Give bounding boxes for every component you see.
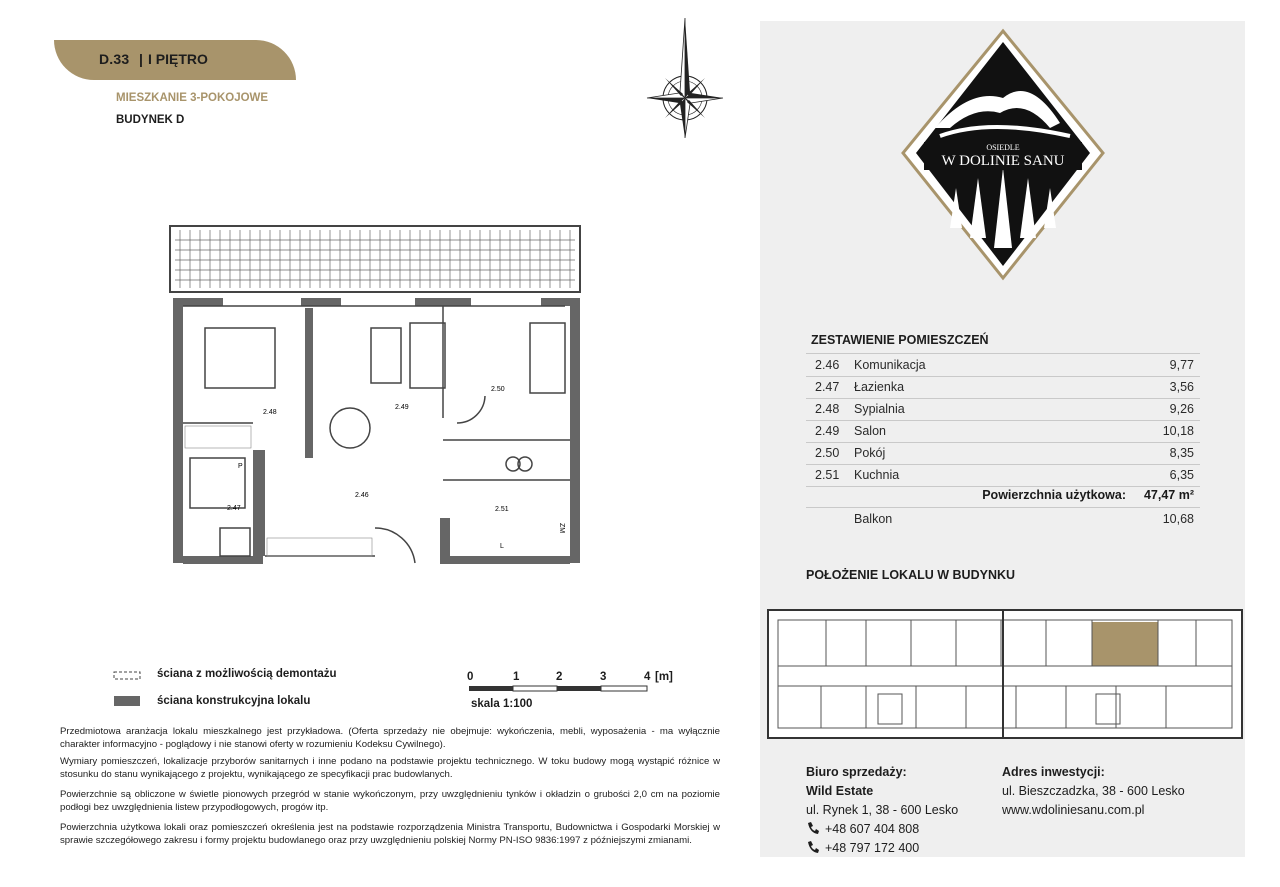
scale-tick: 2 — [556, 671, 563, 683]
phone-number[interactable]: +48 797 172 400 — [825, 841, 920, 855]
building-location-plan — [766, 608, 1244, 740]
header-separator: | — [139, 51, 143, 67]
usable-area-value: 47,47 m² — [1143, 488, 1194, 502]
room-code: 2.50 — [815, 446, 840, 460]
scale-tick: 0 — [467, 671, 474, 683]
plan-room-label: 2.49 — [395, 404, 409, 411]
room-area: 10,18 — [1162, 424, 1194, 438]
room-area: 9,77 — [1169, 358, 1194, 372]
room-name: Kuchnia — [854, 468, 900, 482]
plan-symbol: L — [500, 543, 504, 550]
legend-structural-wall: ściana konstrukcyjna lokalu — [157, 695, 311, 707]
sales-office-name: Wild Estate — [806, 784, 874, 798]
floor-label: I PIĘTRO — [148, 51, 208, 67]
note-paragraph: Przedmiotowa aranżacja lokalu mieszkalnego jest przykładowa. (Oferta sprzedaży nie obejmuje: wykończenia, mebli, wyposażenia - ma wyłącznie charakter informacyjno - poglądowy i nie stanowi oferty w rozumieniu Kodeksu Cywilnego). — [60, 726, 720, 750]
room-name: Łazienka — [854, 380, 905, 394]
room-area: 8,35 — [1169, 446, 1194, 460]
floor-plan — [165, 218, 595, 578]
room-area: 6,35 — [1169, 468, 1194, 482]
phone-icon — [806, 821, 820, 835]
plan-room-label: 2.46 — [355, 492, 369, 499]
plan-room-label: 2.51 — [495, 506, 509, 513]
usable-area-row — [806, 486, 1200, 508]
scale-label: skala 1:100 — [471, 698, 533, 710]
plan-symbol: P — [238, 463, 243, 470]
apartment-type: MIESZKANIE 3-POKOJOWE — [116, 92, 269, 104]
logo-small-text: OSIEDLE — [986, 143, 1020, 152]
plan-room-label: 2.50 — [491, 386, 505, 393]
room-row — [806, 377, 1200, 399]
scale-tick: 3 — [600, 671, 607, 683]
rooms-summary-title: ZESTAWIENIE POMIESZCZEŃ — [811, 333, 989, 347]
legend-swatches — [113, 668, 143, 708]
compass-icon — [640, 10, 730, 145]
phone-icon — [806, 840, 820, 854]
scale-bar — [468, 685, 650, 693]
sales-office-title: Biuro sprzedaży: — [806, 765, 907, 779]
room-area: 3,56 — [1169, 380, 1194, 394]
location-title: POŁOŻENIE LOKALU W BUDYNKU — [806, 568, 1016, 582]
table-divider — [806, 353, 1200, 354]
room-row — [806, 465, 1200, 487]
room-row — [806, 421, 1200, 443]
building-label: BUDYNEK D — [116, 114, 185, 126]
balcony-label: Balkon — [854, 512, 893, 526]
room-name: Sypialnia — [854, 402, 905, 416]
note-paragraph: Powierzchnia użytkowa lokali oraz pomieszczeń określenia jest na podstawie rozporządzenia Ministra Transportu, Budownictwa i Gospodarki Morskiej w sprawie szczegółowego zakresu i formy projektu budowlanego oraz przy uwzględnieniu polskiej Normy PN-ISO 9836:1997 z późniejszymi zmianami. — [60, 822, 720, 846]
room-name: Pokój — [854, 446, 886, 460]
plan-room-label: 2.47 — [227, 505, 241, 512]
plan-room-label: 2.48 — [263, 409, 277, 416]
scale-unit: [m] — [655, 671, 673, 683]
investment-address: ul. Bieszczadzka, 38 - 600 Lesko — [1002, 784, 1185, 798]
usable-area-label: Powierzchnia użytkowa: — [982, 488, 1126, 502]
website-link[interactable]: www.wdoliniesanu.com.pl — [1002, 803, 1145, 817]
room-area: 9,26 — [1169, 402, 1194, 416]
note-paragraph: Wymiary pomieszczeń, lokalizacje przyborów sanitarnych i inne podano na podstawie projektu technicznego. W toku budowy mogą wystąpić różnice w stosunku do stanu wynikającego z projektu, wynikającego ze specyfikacji prac budowlanych. — [60, 756, 720, 780]
scale-tick: 4 — [644, 671, 651, 683]
phone-number[interactable]: +48 607 404 808 — [825, 822, 920, 836]
logo-main-text: W DOLINIE SANU — [941, 153, 1065, 169]
note-paragraph: Powierzchnie są obliczone w świetle pionowych przegród w stanie wykończonym, przy uwzględnieniu tynków i okładzin o grubości 2,0 cm na poziomie podłogi bez uwzględnienia listew przypodłogowych, progów itp. — [60, 789, 720, 813]
room-name: Salon — [854, 424, 886, 438]
investment-address-title: Adres inwestycji: — [1002, 765, 1105, 779]
room-code: 2.47 — [815, 380, 840, 394]
development-logo — [900, 28, 1106, 282]
room-row — [806, 443, 1200, 465]
room-row — [806, 355, 1200, 377]
room-code: 2.51 — [815, 468, 840, 482]
legend-removable-wall: ściana z możliwością demontażu — [157, 668, 337, 680]
balcony-row — [806, 508, 1200, 529]
plan-symbol: ZM — [558, 523, 565, 534]
sales-office-address: ul. Rynek 1, 38 - 600 Lesko — [806, 803, 959, 817]
room-row — [806, 399, 1200, 421]
room-code: 2.49 — [815, 424, 840, 438]
scale-tick: 1 — [513, 671, 520, 683]
room-code: 2.46 — [815, 358, 840, 372]
unit-number: D.33 — [99, 51, 130, 67]
room-name: Komunikacja — [854, 358, 926, 372]
balcony-value: 10,68 — [1162, 512, 1194, 526]
room-code: 2.48 — [815, 402, 840, 416]
